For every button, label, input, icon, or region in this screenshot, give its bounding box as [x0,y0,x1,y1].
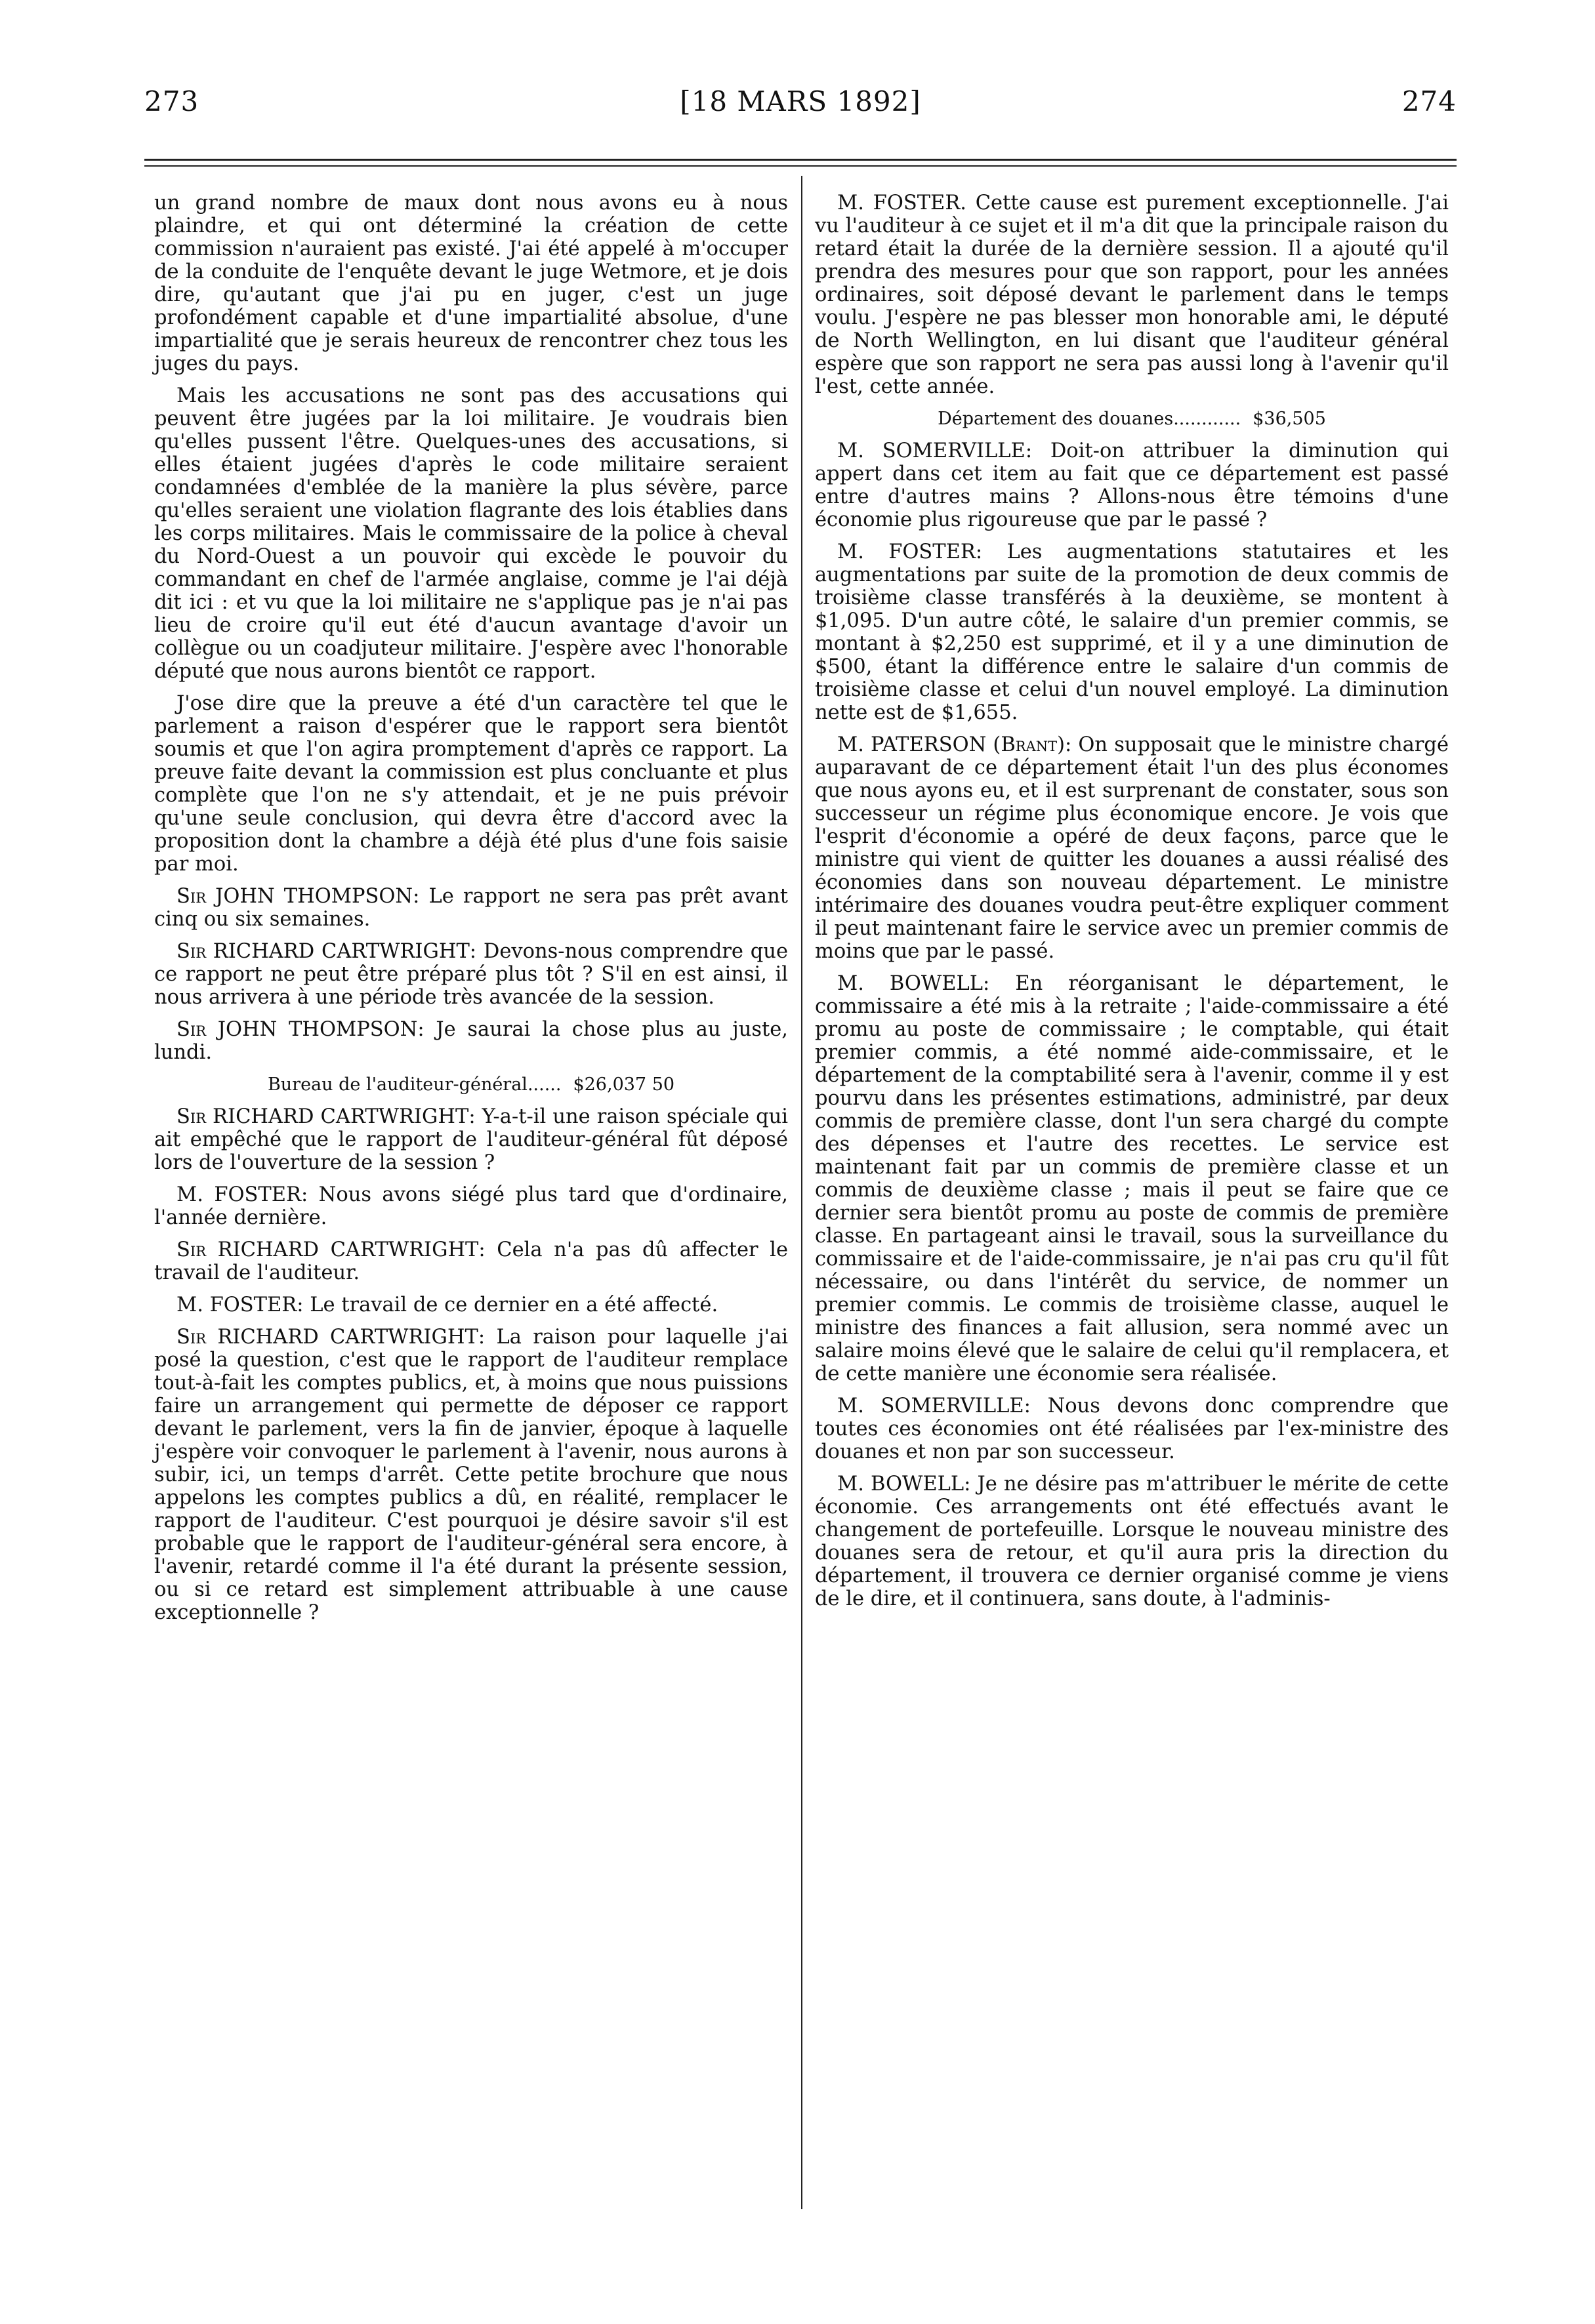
speaker-name: M. SOMERVILLE [837,439,1025,462]
paragraph-text: : Y-a-t-il une raison spéciale qui ait empêché que le rapport de l'auditeur-général fût déposé lors de l'ouverture de la session ? [154,1105,788,1174]
paragraph [154,692,788,876]
left-column [154,192,788,1633]
paragraph-text: : On supposait que le ministre chargé auparavant de ce département était l'un des plus économes que nous ayons eu, et il est surprenant de constater, sous son successeur un régime plus économique encore. Je vois que l'esprit d'économie a opéré de deux façons, parce que le ministre qui vient de quitter les douanes a aussi réalisé des économies dans son nouveau département. Le ministre intérimaire des douanes voudra peut-être expliquer comment il peut maintenant faire le service avec un premier commis de moins que par le passé. [815,733,1449,963]
header-rule [144,159,1457,161]
paragraph-text: . Cette cause est purement exceptionnelle. J'ai vu l'auditeur à ce sujet et il m'a dit que la principale raison du retard était la durée de la dernière session. Il a ajouté qu'il prendra des mesures pour que son rapport, pour les années ordinaires, soit déposé devant le parlement dans le temps voulu. J'espère ne pas blesser mon honorable ami, le député de North Wellington, en lui disant que l'auditeur général espère que son rapport ne sera pas aussi long à l'avenir qu'il l'est, cette année. [815,192,1449,398]
page-number-right: 274 [1401,85,1457,117]
paragraph [154,1018,788,1064]
estimate-item-label: Département des douanes............ [938,409,1241,429]
paragraph [815,972,1449,1385]
paragraph-text: : Devons-nous comprendre que ce rapport ne peut être préparé plus tôt ? S'il en est ainsi, il nous arrivera à une période très avancée de la session. [154,940,788,1009]
estimate-item-label: Bureau de l'auditeur-général...... [267,1074,562,1095]
paragraph [815,540,1449,724]
speaker-name: M. FOSTER [176,1294,297,1316]
paragraph-text: Mais les accusations ne sont pas des accusations qui peuvent être jugées par la loi militaire. Je voudrais bien qu'elles pussent l'être. Quelques-unes des accusations, si elles étaient jugées d'après le code militaire seraient condamnées d'emblée de la manière la plus sévère, parce qu'elles seraient une violation flagrante des lois établies dans les corps militaires. Mais le commissaire de la police à cheval du Nord-Ouest a un pouvoir qui excède le pouvoir du commandant en chef de l'armée anglaise, comme je l'ai déjà dit ici : et vu que la loi militaire ne s'applique pas je n'ai pas lieu de croire qu'il eut été d'aucun avantage d'avoir un collègue ou un coadjuteur militaire. J'espère avec l'honorable député que nous aurons bientôt ce rapport. [154,384,788,683]
paragraph [154,384,788,683]
right-column [815,192,1449,1620]
estimate-item [154,1073,788,1096]
speaker-name: Sir RICHARD CARTWRIGHT [176,1238,479,1261]
paragraph-text: : En réorganisant le département, le commissaire a été mis à la retraite ; l'aide-commissaire a été promu au poste de commissaire ; le comptable, qui était premier commis, a été nommé aide-commissaire, et le département de la comptabilité sera à l'avenir, comme il y est pourvu dans les présentes estimations, administré, par deux commis de première classe, dont l'un sera chargé du compte des dépenses et l'autre des recettes. Le service est maintenant fait par un commis de première classe et un commis de deuxième classe ; mais il peut se faire que ce dernier sera bientôt promu au poste de commis de première classe. En partageant ainsi le travail, sous la surveillance du commissaire et de l'aide-commissaire, je n'ai pas cru qu'il fût nécessaire, ou dans l'intérêt du service, de nommer un premier commis. Le commis de troisième classe, auquel le ministre des finances a fait allusion, sera nommé avec un salaire moins élevé que le salaire de celui qu'il remplacera, et de cette manière une économie sera réalisée. [815,972,1449,1385]
speaker-name: Sir RICHARD CARTWRIGHT [176,940,470,963]
paragraph-text: : Nous avons siégé plus tard que d'ordinaire, l'année dernière. [154,1183,788,1229]
page-header [144,85,1457,131]
speaker-name: M. FOSTER [837,540,976,563]
paragraph [154,1326,788,1624]
speaker-name: M. SOMERVILLE [837,1395,1024,1417]
paragraph-text: J'ose dire que la preuve a été d'un caractère tel que le parlement a raison d'espérer que le rapport sera bientôt soumis et que l'on agira promptement d'après ce rapport. La preuve faite devant la commission est plus concluante et plus complète que l'on ne s'y attendait, et je ne puis prévoir qu'une seule conclusion, qui devra être d'accord avec la proposition dont la chambre a déjà été plus d'une fois saisie par moi. [154,692,788,876]
paragraph-text: : Doit-on attribuer la diminution qui appert dans cet item au fait que ce département est passé entre d'autres mains ? Allons-nous être témoins d'une économie plus rigoureuse que par le passé ? [815,439,1449,531]
speaker-name: M. FOSTER [837,192,961,214]
paragraph [154,1294,788,1316]
paragraph [154,1238,788,1284]
paragraph-text: : Le rapport ne sera pas prêt avant cinq ou six semaines. [154,885,788,931]
paragraph-text: : Cela n'a pas dû affecter le travail de l'auditeur. [154,1238,788,1284]
paragraph [815,192,1449,398]
speaker-name: Sir JOHN THOMPSON [176,1018,418,1041]
estimate-item-amount: $26,037 50 [573,1074,675,1095]
paragraph [815,1473,1449,1610]
column-divider [801,176,802,2209]
speaker-name: M. BOWELL [837,972,984,995]
paragraph-text: : Nous devons donc comprendre que toutes ces économies ont été réalisées par l'ex-ministre des douanes et non par son successeur. [815,1395,1449,1463]
speaker-name: M. PATERSON (Brant) [837,733,1066,756]
speaker-name: Sir JOHN THOMPSON [176,885,413,908]
paragraph [154,1105,788,1174]
header-rule [144,165,1457,167]
estimate-item [815,407,1449,430]
paragraph-text: : La raison pour laquelle j'ai posé la question, c'est que le rapport de l'auditeur remplace tout-à-fait les comptes publics, et, à moins que nous puissions faire un arrangement qui permette de déposer ce rapport devant le parlement, vers la fin de janvier, époque à laquelle j'espère voir convoquer le parlement à l'avenir, nous aurons à subir, ici, un temps d'arrêt. Cette petite brochure que nous appelons les comptes publics a dû, en réalité, remplacer le rapport de l'auditeur. C'est pourquoi je désire savoir s'il est probable que le rapport de l'auditeur-général sera encore, à l'avenir, retardé comme il l'a été durant la présente session, ou si ce retard est simplement attribuable à une cause exceptionnelle ? [154,1326,788,1624]
paragraph-text: : Je ne désire pas m'attribuer le mérite de cette économie. Ces arrangements ont été effectués avant le changement de portefeuille. Lorsque le nouveau ministre des douanes sera de retour, et qu'il aura pris la direction du département, il trouvera ce dernier organisé comme je viens de le dire, et il continuera, sans doute, à l'adminis- [815,1473,1449,1610]
paragraph [154,1183,788,1229]
paragraph [815,439,1449,531]
paragraph [815,1395,1449,1463]
paragraph-text: un grand nombre de maux dont nous avons eu à nous plaindre, et qui ont déterminé la création de cette commission n'auraient pas existé. J'ai été appelé à m'occuper de la conduite de l'enquête devant le juge Wetmore, et je dois dire, qu'autant que j'ai pu en juger, c'est un juge profondément capable et d'une impartialité absolue, d'une impartialité que je serais heureux de rencontrer chez tous les juges du pays. [154,192,788,375]
paragraph [815,733,1449,963]
paragraph-text: : Je saurai la chose plus au juste, lundi. [154,1018,788,1064]
estimate-item-amount: $36,505 [1253,409,1326,429]
session-date: [18 MARS 1892] [680,85,921,117]
paragraph [154,940,788,1009]
speaker-name: Sir RICHARD CARTWRIGHT [176,1105,469,1128]
speaker-name: Sir RICHARD CARTWRIGHT [176,1326,478,1349]
speaker-name: M. FOSTER [176,1183,301,1206]
paragraph-text: : Le travail de ce dernier en a été affecté. [297,1294,718,1316]
speaker-name: M. BOWELL [837,1473,964,1496]
paragraph-text: : Les augmentations statutaires et les augmentations par suite de la promotion de deux commis de troisième classe transférés à la deuxième, se montent à $1,095. D'un autre côté, le salaire d'un premier commis, se montant à $2,250 est supprimé, et il y a une diminution de $500, étant la différence entre le salaire d'un commis de troisième classe et celui d'un nouvel employé. La diminution nette est de $1,655. [815,540,1449,724]
paragraph [154,885,788,931]
paragraph [154,192,788,375]
page-number-left: 273 [144,85,199,117]
